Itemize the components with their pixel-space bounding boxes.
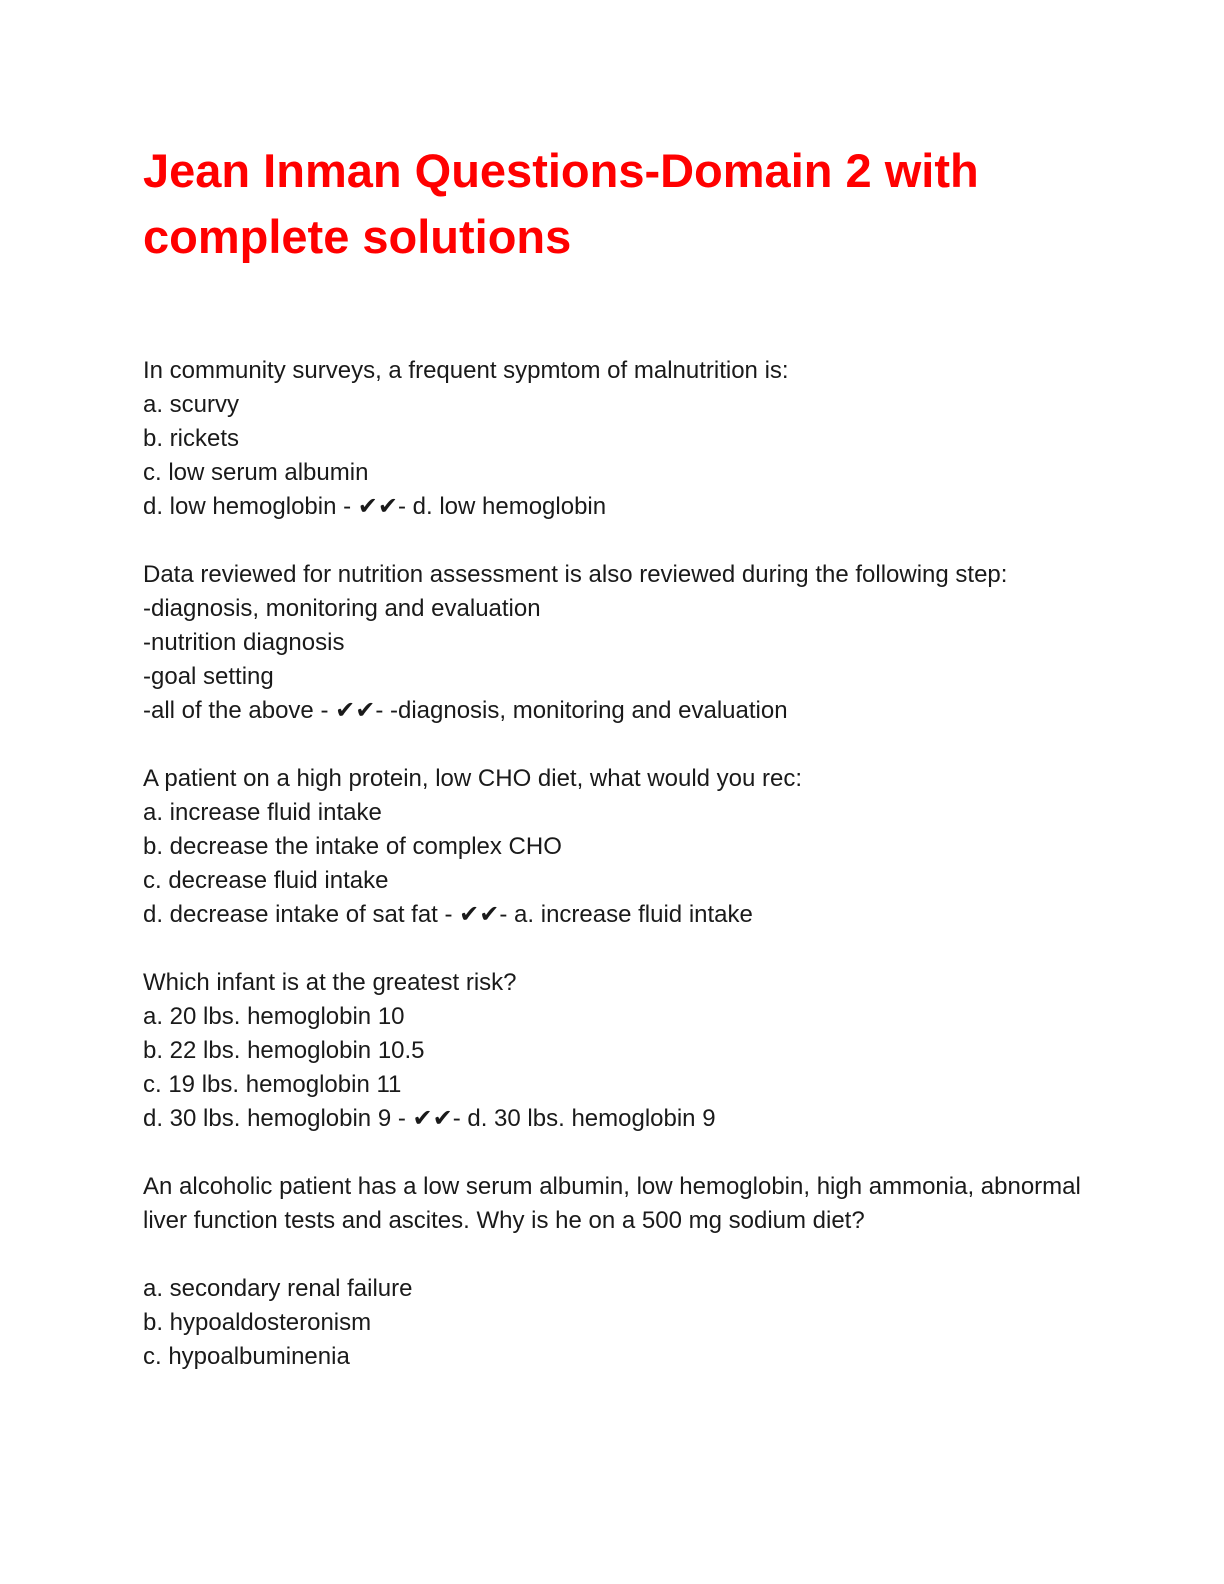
answer-option-with-solution: d. decrease intake of sat fat - ✔✔- a. increase fluid intake bbox=[143, 901, 753, 928]
question-list bbox=[143, 354, 1103, 1374]
answer-option: a. increase fluid intake bbox=[143, 799, 382, 826]
question-5 bbox=[143, 1170, 1103, 1374]
answer-option: b. hypoaldosteronism bbox=[143, 1309, 372, 1336]
answer-option: -goal setting bbox=[143, 663, 274, 690]
answer-option: -nutrition diagnosis bbox=[143, 629, 345, 656]
question-prompt: Data reviewed for nutrition assessment is also reviewed during the following step: bbox=[143, 561, 1008, 588]
question-prompt: In community surveys, a frequent sypmtom of malnutrition is: bbox=[143, 357, 789, 384]
question-2 bbox=[143, 558, 1103, 728]
answer-option-with-solution: d. 30 lbs. hemoglobin 9 - ✔✔- d. 30 lbs. hemoglobin 9 bbox=[143, 1105, 716, 1132]
question-3 bbox=[143, 762, 1103, 932]
question-4 bbox=[143, 966, 1103, 1136]
answer-option: a. 20 lbs. hemoglobin 10 bbox=[143, 1003, 405, 1030]
document-title: Jean Inman Questions-Domain 2 with complete solutions bbox=[143, 144, 979, 263]
answer-option: b. 22 lbs. hemoglobin 10.5 bbox=[143, 1037, 425, 1064]
question-prompt: A patient on a high protein, low CHO diet, what would you rec: bbox=[143, 765, 803, 792]
answer-option-with-solution: -all of the above - ✔✔- -diagnosis, monitoring and evaluation bbox=[143, 697, 788, 724]
question-1 bbox=[143, 354, 1103, 524]
answer-option: b. decrease the intake of complex CHO bbox=[143, 833, 562, 860]
answer-option: a. scurvy bbox=[143, 391, 240, 418]
answer-option: -diagnosis, monitoring and evaluation bbox=[143, 595, 541, 622]
blank-line bbox=[143, 1238, 1103, 1272]
answer-option-with-solution: d. low hemoglobin - ✔✔- d. low hemoglobin bbox=[143, 493, 607, 520]
document-page bbox=[143, 138, 1103, 1408]
answer-option: c. 19 lbs. hemoglobin 11 bbox=[143, 1071, 402, 1098]
answer-option: c. low serum albumin bbox=[143, 459, 369, 486]
question-prompt: An alcoholic patient has a low serum albumin, low hemoglobin, high ammonia, abnormal liver function tests and ascites. Why is he on a 500 mg sodium diet? bbox=[143, 1173, 1081, 1234]
answer-option: c. decrease fluid intake bbox=[143, 867, 389, 894]
answer-option: b. rickets bbox=[143, 425, 240, 452]
answer-option: c. hypoalbuminenia bbox=[143, 1343, 350, 1370]
question-prompt: Which infant is at the greatest risk? bbox=[143, 969, 517, 996]
answer-option: a. secondary renal failure bbox=[143, 1275, 413, 1302]
